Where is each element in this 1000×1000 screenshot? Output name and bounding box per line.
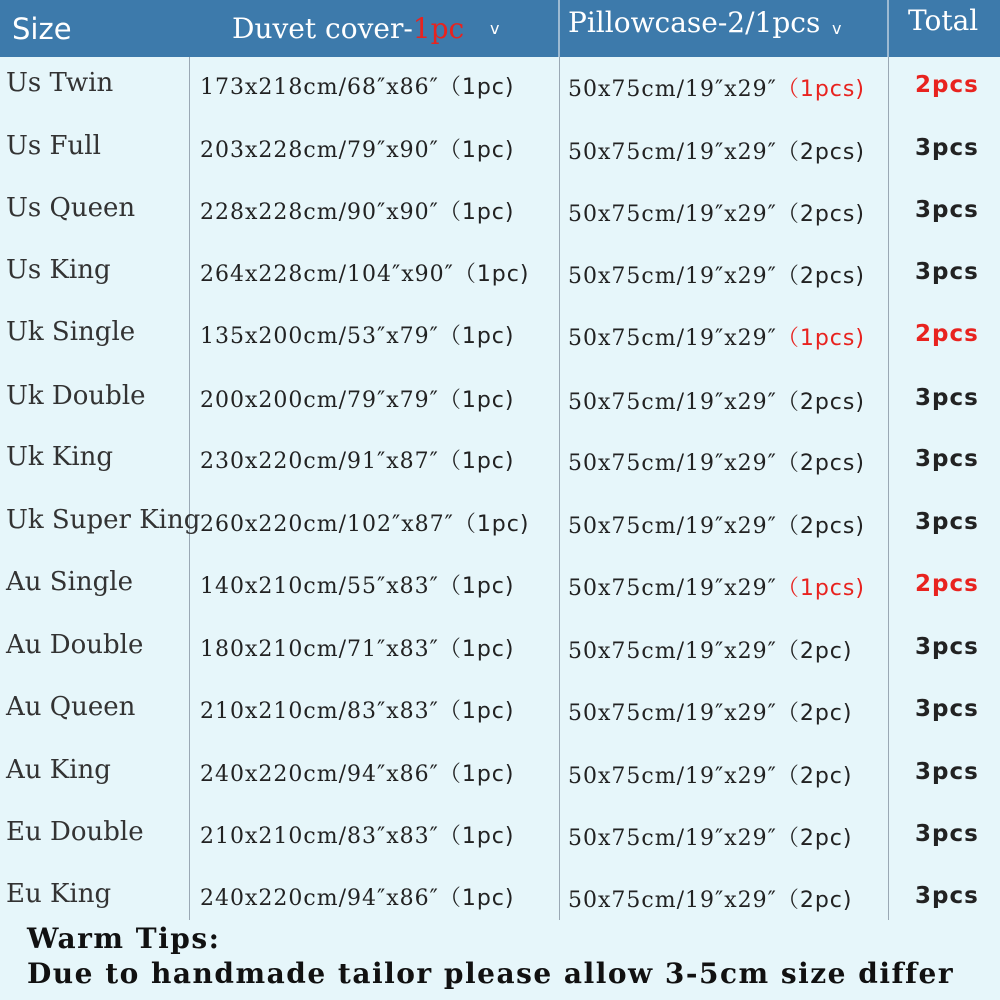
duvet-size: 240x220cm/94″x86″ xyxy=(200,762,439,787)
duvet-quantity: （1pc) xyxy=(438,762,515,787)
pillowcase-size: 50x75cm/19″x29″ xyxy=(568,451,777,476)
duvet-dimension xyxy=(200,133,514,164)
size-label: Au Double xyxy=(6,630,144,660)
pillowcase-quantity: （2pc) xyxy=(776,764,853,789)
duvet-quantity: （1pc) xyxy=(453,512,530,537)
pillowcase-dimension xyxy=(568,446,865,477)
total-pieces: 3pcs xyxy=(915,135,979,161)
pillowcase-size: 50x75cm/19″x29″ xyxy=(568,639,777,664)
duvet-quantity: （1pc) xyxy=(438,637,515,662)
pillowcase-dimension xyxy=(568,259,865,290)
table-row xyxy=(0,755,1000,817)
pillowcase-dimension xyxy=(568,72,865,103)
table-row xyxy=(0,505,1000,567)
table-row xyxy=(0,692,1000,754)
pillowcase-quantity: （2pcs) xyxy=(776,140,865,165)
duvet-chevron-down-icon[interactable]: v xyxy=(490,19,500,38)
duvet-dimension xyxy=(200,507,529,538)
duvet-dimension xyxy=(200,757,514,788)
pillowcase-dimension xyxy=(568,385,865,416)
pillow-chevron-down-icon[interactable]: v xyxy=(832,19,842,38)
header-pillowcase: Pillowcase-2/1pcs xyxy=(568,6,821,39)
duvet-quantity: （1pc) xyxy=(438,886,515,911)
pillowcase-quantity: （1pcs) xyxy=(776,326,865,351)
table-row xyxy=(0,567,1000,629)
pillowcase-dimension xyxy=(568,509,865,540)
duvet-dimension xyxy=(200,444,514,475)
size-label: Uk Double xyxy=(6,381,146,411)
duvet-quantity: （1pc) xyxy=(438,574,515,599)
pillowcase-size: 50x75cm/19″x29″ xyxy=(568,514,777,539)
size-label: Us King xyxy=(6,255,111,285)
duvet-quantity: （1pc) xyxy=(438,138,515,163)
pillowcase-size: 50x75cm/19″x29″ xyxy=(568,826,777,851)
pillowcase-size: 50x75cm/19″x29″ xyxy=(568,264,777,289)
duvet-size: 200x200cm/79″x79″ xyxy=(200,388,439,413)
duvet-size: 260x220cm/102″x87″ xyxy=(200,512,454,537)
total-pieces: 3pcs xyxy=(915,259,979,285)
duvet-size: 228x228cm/90″x90″ xyxy=(200,200,439,225)
duvet-size: 173x218cm/68″x86″ xyxy=(200,75,439,100)
pillowcase-size: 50x75cm/19″x29″ xyxy=(568,202,777,227)
size-label: Us Twin xyxy=(6,68,114,98)
total-pieces: 3pcs xyxy=(915,634,979,660)
duvet-quantity: （1pc) xyxy=(438,388,515,413)
duvet-size: 230x220cm/91″x87″ xyxy=(200,449,439,474)
pillowcase-quantity: （2pcs) xyxy=(776,451,865,476)
total-pieces: 2pcs xyxy=(915,321,979,347)
header-duvet-qty: 1pc xyxy=(412,12,465,45)
pillowcase-quantity: （2pc) xyxy=(776,888,853,913)
duvet-dimension xyxy=(200,694,514,725)
header-divider xyxy=(887,0,889,57)
duvet-dimension xyxy=(200,70,514,101)
pillowcase-size: 50x75cm/19″x29″ xyxy=(568,576,777,601)
size-label: Uk Super King xyxy=(6,505,201,535)
pillowcase-size: 50x75cm/19″x29″ xyxy=(568,77,777,102)
pillowcase-size: 50x75cm/19″x29″ xyxy=(568,764,777,789)
table-row xyxy=(0,317,1000,379)
table-row xyxy=(0,817,1000,879)
pillowcase-dimension xyxy=(568,135,865,166)
pillowcase-quantity: （1pcs) xyxy=(776,576,865,601)
duvet-size: 264x228cm/104″x90″ xyxy=(200,262,454,287)
pillowcase-quantity: （1pcs) xyxy=(776,77,865,102)
total-pieces: 3pcs xyxy=(915,509,979,535)
size-label: Au King xyxy=(6,755,111,785)
duvet-dimension xyxy=(200,819,514,850)
warm-tips-text: Due to handmade tailor please allow 3-5cm size differ xyxy=(27,957,955,990)
pillowcase-dimension xyxy=(568,321,865,352)
pillowcase-dimension xyxy=(568,634,852,665)
pillowcase-quantity: （2pcs) xyxy=(776,202,865,227)
pillowcase-size: 50x75cm/19″x29″ xyxy=(568,888,777,913)
total-pieces: 2pcs xyxy=(915,571,979,597)
size-label: Uk King xyxy=(6,442,114,472)
pillowcase-quantity: （2pcs) xyxy=(776,514,865,539)
duvet-dimension xyxy=(200,569,514,600)
header-size: Size xyxy=(12,11,72,46)
pillowcase-dimension xyxy=(568,759,852,790)
total-pieces: 3pcs xyxy=(915,446,979,472)
pillowcase-dimension xyxy=(568,821,852,852)
duvet-quantity: （1pc) xyxy=(438,324,515,349)
pillowcase-size: 50x75cm/19″x29″ xyxy=(568,701,777,726)
size-label: Uk Single xyxy=(6,317,136,347)
size-label: Eu King xyxy=(6,879,112,909)
table-row xyxy=(0,193,1000,255)
duvet-quantity: （1pc) xyxy=(438,75,515,100)
pillowcase-quantity: （2pcs) xyxy=(776,264,865,289)
total-pieces: 3pcs xyxy=(915,385,979,411)
pillowcase-dimension xyxy=(568,696,852,727)
duvet-size: 210x210cm/83″x83″ xyxy=(200,699,439,724)
duvet-size: 140x210cm/55″x83″ xyxy=(200,574,439,599)
pillowcase-size: 50x75cm/19″x29″ xyxy=(568,140,777,165)
duvet-dimension xyxy=(200,257,529,288)
duvet-dimension xyxy=(200,632,514,663)
size-label: Au Queen xyxy=(6,692,136,722)
table-row xyxy=(0,68,1000,130)
duvet-size: 203x228cm/79″x90″ xyxy=(200,138,439,163)
pillowcase-quantity: （2pc) xyxy=(776,639,853,664)
size-label: Au Single xyxy=(6,567,134,597)
header-total: Total xyxy=(908,4,979,37)
duvet-dimension xyxy=(200,881,514,912)
duvet-quantity: （1pc) xyxy=(438,699,515,724)
duvet-dimension xyxy=(200,319,514,350)
total-pieces: 3pcs xyxy=(915,821,979,847)
size-label: Us Full xyxy=(6,131,101,161)
total-pieces: 2pcs xyxy=(915,72,979,98)
duvet-size: 180x210cm/71″x83″ xyxy=(200,637,439,662)
size-label: Us Queen xyxy=(6,193,136,223)
duvet-dimension xyxy=(200,383,514,414)
pillowcase-dimension xyxy=(568,197,865,228)
table-row xyxy=(0,131,1000,193)
pillowcase-quantity: （2pc) xyxy=(776,701,853,726)
size-label: Eu Double xyxy=(6,817,144,847)
pillowcase-dimension xyxy=(568,883,852,914)
header-duvet xyxy=(232,0,464,57)
total-pieces: 3pcs xyxy=(915,759,979,785)
duvet-quantity: （1pc) xyxy=(453,262,530,287)
header-divider xyxy=(558,0,560,57)
duvet-quantity: （1pc) xyxy=(438,200,515,225)
duvet-size: 210x210cm/83″x83″ xyxy=(200,824,439,849)
total-pieces: 3pcs xyxy=(915,883,979,909)
pillowcase-quantity: （2pc) xyxy=(776,826,853,851)
pillowcase-size: 50x75cm/19″x29″ xyxy=(568,390,777,415)
duvet-dimension xyxy=(200,195,514,226)
table-row xyxy=(0,255,1000,317)
header-duvet-label: Duvet cover- xyxy=(232,12,413,45)
total-pieces: 3pcs xyxy=(915,197,979,223)
pillowcase-quantity: （2pcs) xyxy=(776,390,865,415)
warm-tips-title: Warm Tips: xyxy=(27,922,221,955)
pillowcase-dimension xyxy=(568,571,865,602)
table-row xyxy=(0,381,1000,443)
total-pieces: 3pcs xyxy=(915,696,979,722)
duvet-size: 240x220cm/94″x86″ xyxy=(200,886,439,911)
duvet-quantity: （1pc) xyxy=(438,449,515,474)
pillowcase-size: 50x75cm/19″x29″ xyxy=(568,326,777,351)
table-header xyxy=(0,0,1000,57)
duvet-size: 135x200cm/53″x79″ xyxy=(200,324,439,349)
table-row xyxy=(0,442,1000,504)
table-row xyxy=(0,630,1000,692)
duvet-quantity: （1pc) xyxy=(438,824,515,849)
